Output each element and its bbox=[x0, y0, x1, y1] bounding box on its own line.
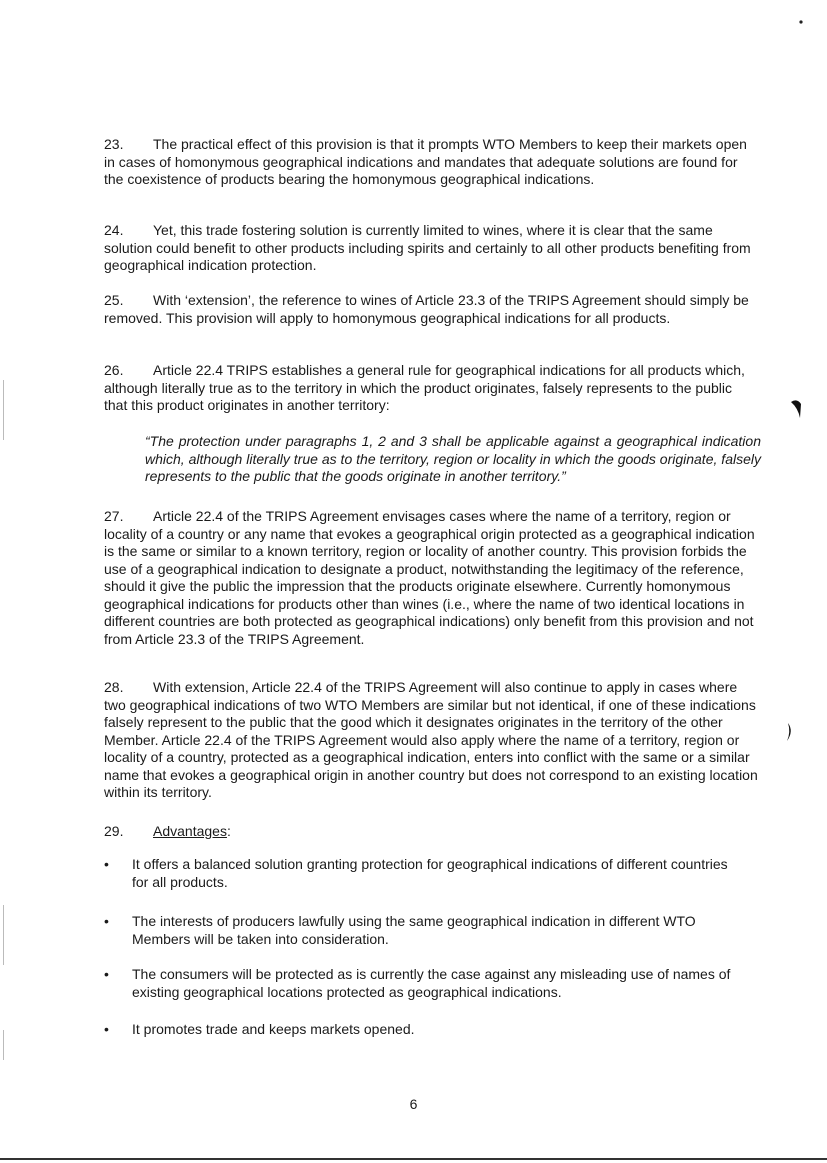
paragraph-number: 29. bbox=[104, 823, 124, 839]
paragraph-number: 28. bbox=[104, 679, 124, 695]
bullet-icon: • bbox=[104, 1021, 109, 1037]
paragraph-text: Article 22.4 of the TRIPS Agreement envisages cases where the name of a territory, region or locality of a country or any name that evokes a geographical origin protected as a geographical indication is the same or similar to a known territory, region or locality of another country. This provision forbids the use of a geographical indication to designate a product, notwithstanding the legitimacy of the reference, should it give the public the impression that the products originate elsewhere. Currently homonymous geographical indications for products other than wines (i.e., where the name of two identical locations in different countries are both protected as geographical indications) only benefit from this provision and not from Article 23.3 of the TRIPS Agreement. bbox=[104, 508, 755, 647]
bullet-icon: • bbox=[104, 966, 109, 982]
scan-edge-line bbox=[3, 380, 4, 440]
bullet-icon: • bbox=[104, 856, 109, 872]
scan-speck-icon bbox=[798, 18, 804, 26]
paragraph-23 bbox=[104, 136, 758, 189]
scan-mark-icon bbox=[790, 398, 804, 420]
paragraph-number: 24. bbox=[104, 222, 124, 238]
paragraph-text: With ‘extension’, the reference to wines of Article 23.3 of the TRIPS Agreement should simply be removed. This provision will apply to homonymous geographical indications for all products. bbox=[104, 292, 749, 326]
bullet-item bbox=[104, 856, 744, 891]
page-bottom-edge bbox=[0, 1158, 827, 1160]
page-number: 6 bbox=[409, 1096, 418, 1112]
paragraph-text: Article 22.4 TRIPS establishes a general rule for geographical indications for all products which, although literally true as to the territory in which the product originates, falsely represents to the public that this product originates in another territory: bbox=[104, 362, 745, 413]
bullet-item bbox=[104, 1021, 744, 1039]
paragraph-number: 27. bbox=[104, 508, 124, 524]
paragraph-text: With extension, Article 22.4 of the TRIPS Agreement will also continue to apply in cases where two geographical indications of two WTO Members are similar but not identical, if one of these indications falsely represent to the public that the good which it designates originates in the territory of the other Member. Article 22.4 of the TRIPS Agreement would also apply where the name of a territory, region or locality of a country, protected as a geographical indication, enters into conflict with the same or a similar name that evokes a geographical origin in another country but does not correspond to an existing location within its territory. bbox=[104, 679, 758, 800]
paragraph-number: 26. bbox=[104, 362, 124, 378]
scan-edge-line bbox=[3, 1030, 4, 1060]
bullet-text: It promotes trade and keeps markets opened. bbox=[132, 1021, 415, 1037]
paragraph-28 bbox=[104, 679, 758, 802]
paragraph-number: 23. bbox=[104, 136, 124, 152]
section-title-colon: : bbox=[226, 823, 231, 839]
bullet-icon: • bbox=[104, 913, 109, 929]
bullet-text: The consumers will be protected as is currently the case against any misleading use of names of existing geographical locations protected as geographical indications. bbox=[132, 966, 731, 1000]
section-heading-advantages bbox=[104, 823, 231, 841]
paragraph-number: 25. bbox=[104, 292, 124, 308]
bullet-item bbox=[104, 966, 744, 1001]
paragraph-text: Yet, this trade fostering solution is currently limited to wines, where it is clear that the same solution could benefit to other products including spirits and certainly to all other products benefiting from geographical indication protection. bbox=[104, 222, 751, 273]
bullet-text: The interests of producers lawfully using the same geographical indication in different WTO Members will be taken into consideration. bbox=[132, 913, 696, 947]
quoted-provision: “The protection under paragraphs 1, 2 and 3 shall be applicable against a geographical indication which, although literally true as to the territory, region or locality in which the goods originate, falsely represents to the public that the goods originate in another territory.” bbox=[145, 433, 761, 484]
paragraph-27 bbox=[104, 508, 758, 648]
paragraph-text: The practical effect of this provision is that it prompts WTO Members to keep their markets open in cases of homonymous geographical indications and mandates that adequate solutions are found for the coexistence of products bearing the homonymous geographical indications. bbox=[104, 136, 747, 187]
bullet-text: It offers a balanced solution granting protection for geographical indications of different countries for all products. bbox=[132, 856, 728, 890]
paragraph-24 bbox=[104, 222, 758, 275]
paragraph-26 bbox=[104, 362, 758, 415]
section-title: Advantages bbox=[153, 823, 227, 839]
bullet-item bbox=[104, 913, 744, 948]
scan-mark-icon bbox=[785, 722, 795, 742]
scan-edge-line bbox=[3, 905, 4, 965]
paragraph-25 bbox=[104, 292, 758, 327]
